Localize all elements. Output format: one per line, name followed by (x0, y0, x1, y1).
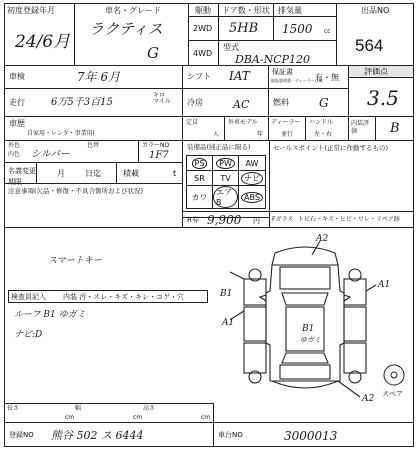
equipment-item-label: SR (194, 173, 205, 183)
equipment-item-label: ナビ (241, 172, 263, 185)
mileage-cell (4, 88, 183, 117)
shift-label: シフト (187, 72, 211, 81)
equipment-item-label: ABS (241, 192, 263, 203)
score-value: 3.5 (367, 86, 399, 110)
handle-value: 左・右 (314, 131, 333, 138)
auction-sheet (4, 3, 414, 447)
glass-cell (269, 211, 414, 228)
inspection-label: 車検 (9, 72, 25, 81)
chassis-cell (213, 422, 414, 447)
recycle-cell (182, 211, 270, 228)
interior-color-label: 内色 (8, 151, 21, 158)
registration-value: 熊谷 502 ス 6444 (51, 429, 144, 442)
lot-number-cell (336, 3, 414, 66)
inspection-value: 7年 6月 (77, 70, 121, 84)
mileage-label: 走行 (9, 98, 25, 107)
mark-a2-top: A2 (316, 234, 329, 244)
aircon-label: 冷房 (187, 98, 203, 107)
length-label: 長さ (7, 405, 20, 412)
name-change-cell (4, 162, 183, 184)
capacity-cell (182, 116, 225, 141)
equipment-item (187, 186, 213, 208)
chassis-value: 3000013 (284, 429, 338, 443)
capacity-label: 定員 (186, 119, 199, 126)
score-label: 評価点 (364, 67, 388, 76)
first-registration-cell (4, 3, 75, 66)
color-swap-label: 色替 (87, 142, 100, 149)
spare-tire-icon (382, 363, 406, 387)
lot-number-value: 564 (355, 36, 384, 55)
history-cell (4, 116, 183, 141)
equipment-item (213, 171, 239, 186)
equipment-item-label: TV (220, 173, 231, 183)
exterior-color-label: 外色 (8, 142, 21, 149)
equipment-item (187, 171, 213, 186)
height-unit: cm (201, 414, 211, 421)
name-change-label: 名義変更期限 (8, 167, 36, 186)
handle-label: ハンドル (309, 119, 334, 126)
door-shape-value: 5HB (229, 21, 259, 36)
fuel-value: G (319, 96, 329, 110)
displacement-value: 1500 (282, 22, 313, 36)
model-code-label: 型式 (223, 43, 239, 52)
mileage-unit: キロ マイル (153, 92, 171, 105)
model-year-unit: 年 (257, 131, 264, 138)
inspector-items: 内装 汚・スレ・キズ・キレ・コゲ・穴 (63, 293, 185, 301)
interior-value-cell (375, 116, 414, 141)
warranty-sub: 取扱説明書・ディーラー点検 (271, 78, 323, 83)
length-unit: cm (65, 414, 75, 421)
width-unit: cm (133, 414, 143, 421)
lot-number-label: 出品NO (361, 6, 390, 15)
recycle-unit: 円 (253, 217, 260, 225)
handwritten-note-2: ルーフ B1 ゆガミ (14, 310, 86, 320)
capacity-unit: 人 (213, 131, 220, 138)
handwritten-note-3: ナビ:D (14, 330, 43, 340)
first-registration-value: 24/6月 (15, 32, 71, 52)
load-unit: t (173, 169, 177, 178)
height-label: 高さ (143, 405, 156, 412)
drive-2wd: 2WD (193, 24, 213, 33)
inspection-cell (4, 65, 183, 89)
dealer-sub: 並行 (281, 131, 294, 138)
equipment-item (213, 186, 239, 208)
warranty-label: 保証書 (272, 68, 293, 76)
recycle-value: 9,900 (207, 213, 242, 227)
notes-cell (4, 183, 183, 228)
equipment-item (187, 156, 213, 171)
mark-b1-center: B1 (302, 324, 315, 334)
equipment-title: 装備品(純正品に限る) (187, 143, 251, 151)
model-year-label: 外車モデル (228, 119, 258, 126)
warranty-value: 有・無 (315, 73, 339, 82)
equipment-item-label: PS (192, 158, 208, 169)
fuel-label: 燃料 (273, 98, 289, 107)
drive-label-cell (188, 3, 219, 17)
displacement-label-cell (273, 3, 337, 17)
shift-value: IAT (229, 69, 250, 83)
handwritten-note-1: スマートキー (48, 256, 102, 266)
name-change-month: 月 (57, 169, 65, 178)
history-label: 車歴 (9, 119, 25, 128)
glass-sub: トビ石・キズ・ヒビ・ワレ・リペア跡 (298, 216, 400, 223)
door-shape-label: ドア数・形状 (222, 6, 270, 15)
glass-label: Fガラス (272, 216, 294, 223)
car-name-cell (74, 3, 189, 66)
color-no-cell (138, 140, 183, 163)
interior-label-cell (348, 116, 376, 141)
equipment-item-label: PW (216, 158, 235, 169)
displacement-value-cell (273, 16, 337, 41)
equipment-item-label: エアB (213, 186, 238, 208)
interior-value: B (390, 121, 400, 136)
door-shape-label-cell (218, 3, 274, 17)
spare-label: スペア (382, 390, 403, 398)
mark-a2-rear: A2 (362, 394, 375, 404)
grade-value: G (147, 44, 159, 62)
color-no-label: カラーNO (142, 142, 170, 149)
equipment-item (239, 156, 265, 171)
mark-a1-right: A1 (378, 280, 391, 290)
handle-cell (305, 116, 349, 141)
drive-4wd: 4WD (193, 49, 213, 58)
inspector-label: 検査員記入 (11, 293, 46, 301)
inspector-box (8, 290, 208, 303)
displacement-label: 排気量 (278, 6, 302, 15)
mark-b1-left: B1 (220, 289, 233, 299)
equipment-grid (186, 155, 266, 209)
recycle-label: R券 (187, 216, 199, 224)
registration-cell (4, 422, 214, 447)
warranty-cell (268, 65, 349, 89)
dealer-label: ディーラー (271, 119, 301, 126)
history-sub: 自家用・レンタ・事業用( (27, 130, 95, 137)
name-change-day: 日迄 (85, 169, 101, 178)
drive-label: 駆動 (195, 6, 211, 15)
model-code-cell (218, 40, 337, 66)
mark-a1-left: A1 (222, 318, 235, 328)
color-no-value: 1F7 (149, 150, 169, 161)
drive-2wd-cell (188, 16, 219, 41)
equipment-item (213, 156, 239, 171)
equipment-item-label: AW (245, 158, 259, 168)
shift-cell (182, 65, 269, 89)
equipment-item (239, 171, 265, 186)
score-value-cell (348, 77, 414, 117)
interior-label: 内装評価 (351, 120, 370, 136)
chassis-label: 車台NO (218, 431, 243, 439)
displacement-unit: cc (324, 28, 331, 35)
model-code-value: DBA-NCP120 (235, 53, 311, 66)
door-shape-value-cell (218, 16, 274, 41)
drive-4wd-cell (188, 40, 219, 66)
exterior-color-value: シルバー (31, 149, 71, 160)
mileage-value: 6万5千3百15 (51, 97, 113, 108)
mark-b1-center-sub: ゆガミ (300, 336, 321, 344)
equipment-item-label: カワ (191, 192, 208, 202)
aircon-value: AC (233, 98, 250, 111)
width-label: 幅 (75, 405, 82, 412)
equipment-item (239, 186, 265, 208)
sales-point-label: セールスポイント(正常に作動するもの) (273, 144, 388, 152)
aircon-cell (182, 88, 269, 117)
registration-label: 登録NO (9, 431, 34, 439)
dealer-cell (268, 116, 306, 141)
car-name-label: 車名・グレード (105, 6, 161, 15)
dimensions-row (4, 403, 214, 423)
fuel-cell (268, 88, 349, 117)
car-name-value: ラクティス (89, 20, 163, 38)
notes-label: 注意事項(欠品・修復・不具合箇所および状況) (8, 187, 144, 195)
load-label: 積載 (123, 169, 139, 178)
model-year-cell (224, 116, 269, 141)
first-registration-label: 初度登録年月 (7, 6, 55, 15)
